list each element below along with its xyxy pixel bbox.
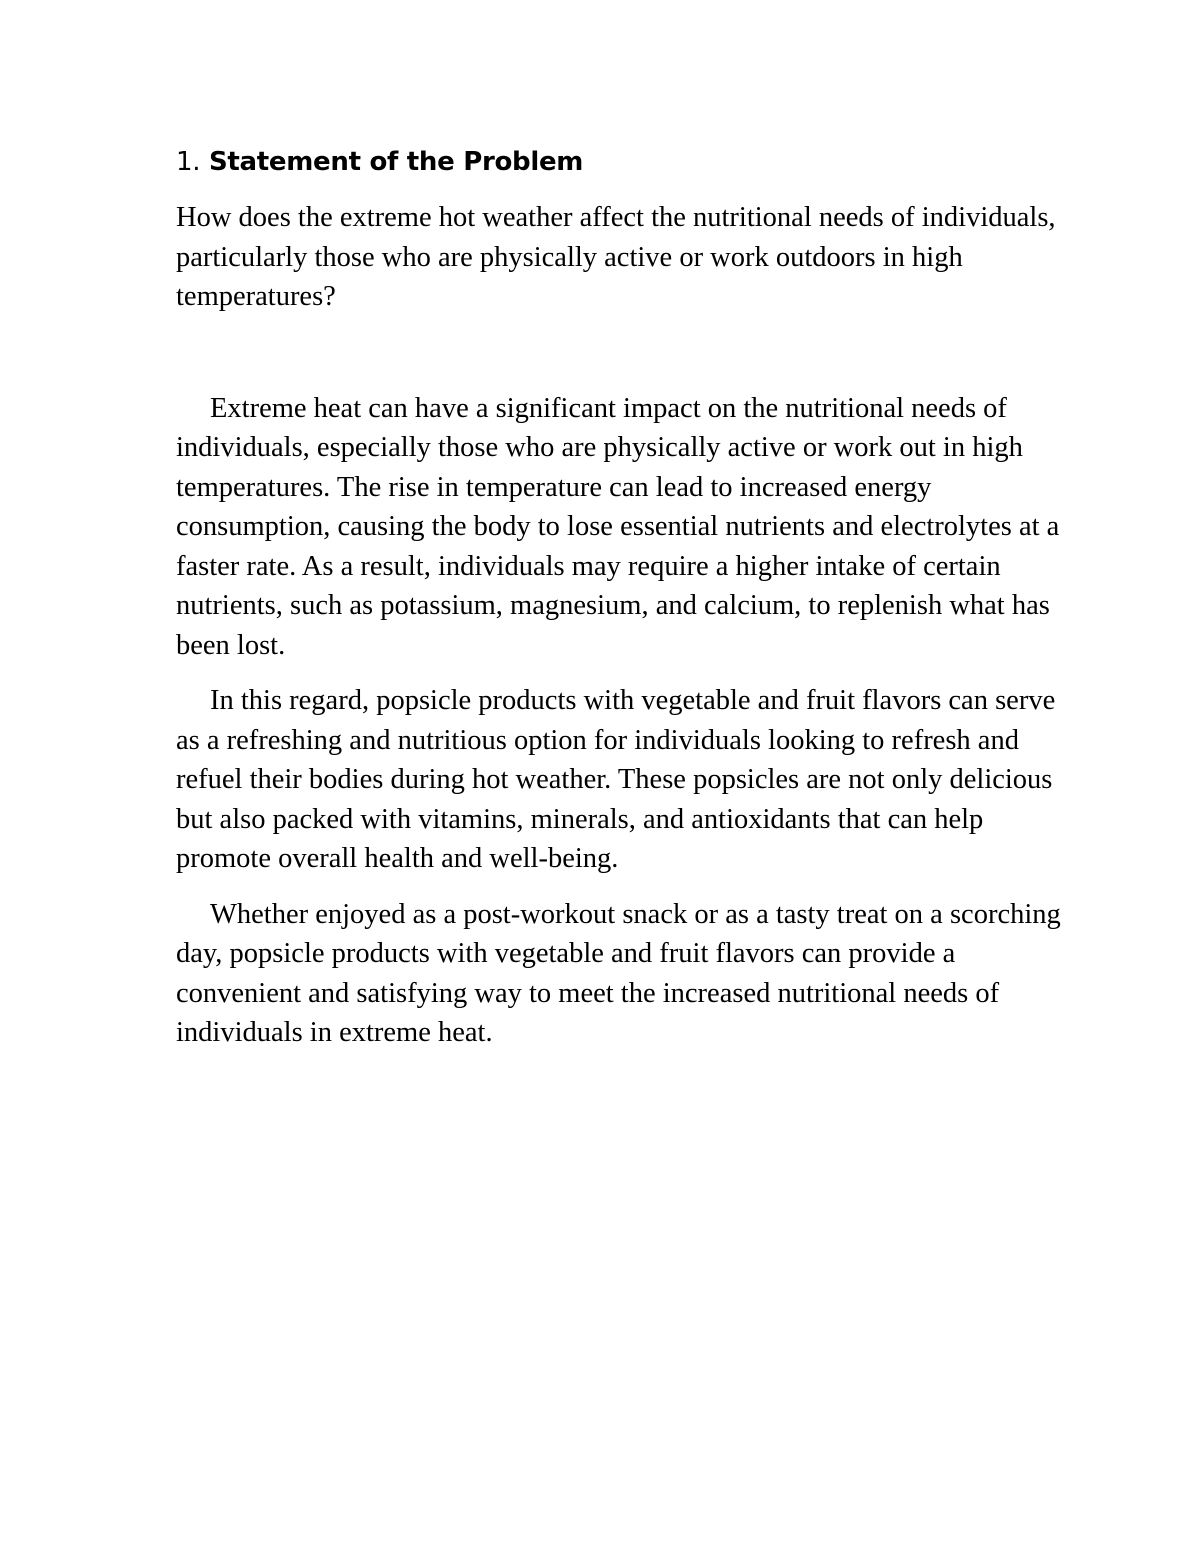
heading-title: Statement of the Problem [208,147,584,177]
paragraph-1: Extreme heat can have a significant impact on the nutritional needs of individuals, especially those who are physically active or work out in high temperatures. The rise in temperature can lead to increased energy consumption, causing the body to lose essential nutrients and electrolytes at a faster rate. As a result, individuals may require a higher intake of certain nutrients, such as potassium, magnesium, and calcium, to replenish what has been lost. [176,392,1060,661]
heading-number: 1. [176,147,201,177]
section-heading [176,142,1076,182]
document-body [176,142,1076,1053]
paragraph-2: In this regard, popsicle products with vegetable and fruit flavors can serve as a refreshing and nutritious option for individuals looking to refresh and refuel their bodies during hot weather. These popsicles are not only delicious but also packed with vitamins, minerals, and antioxidants that can help promote overall health and well-being. [176,685,1056,874]
problem-question: How does the extreme hot weather affect the nutritional needs of individuals, particularly those who are physically active or work outdoors in high temperatures? [176,202,1056,312]
paragraph-3: Whether enjoyed as a post-workout snack or as a tasty treat on a scorching day, popsicle products with vegetable and fruit flavors can provide a convenient and satisfying way to meet the increased nutritional needs of individuals in extreme heat. [176,898,1061,1048]
